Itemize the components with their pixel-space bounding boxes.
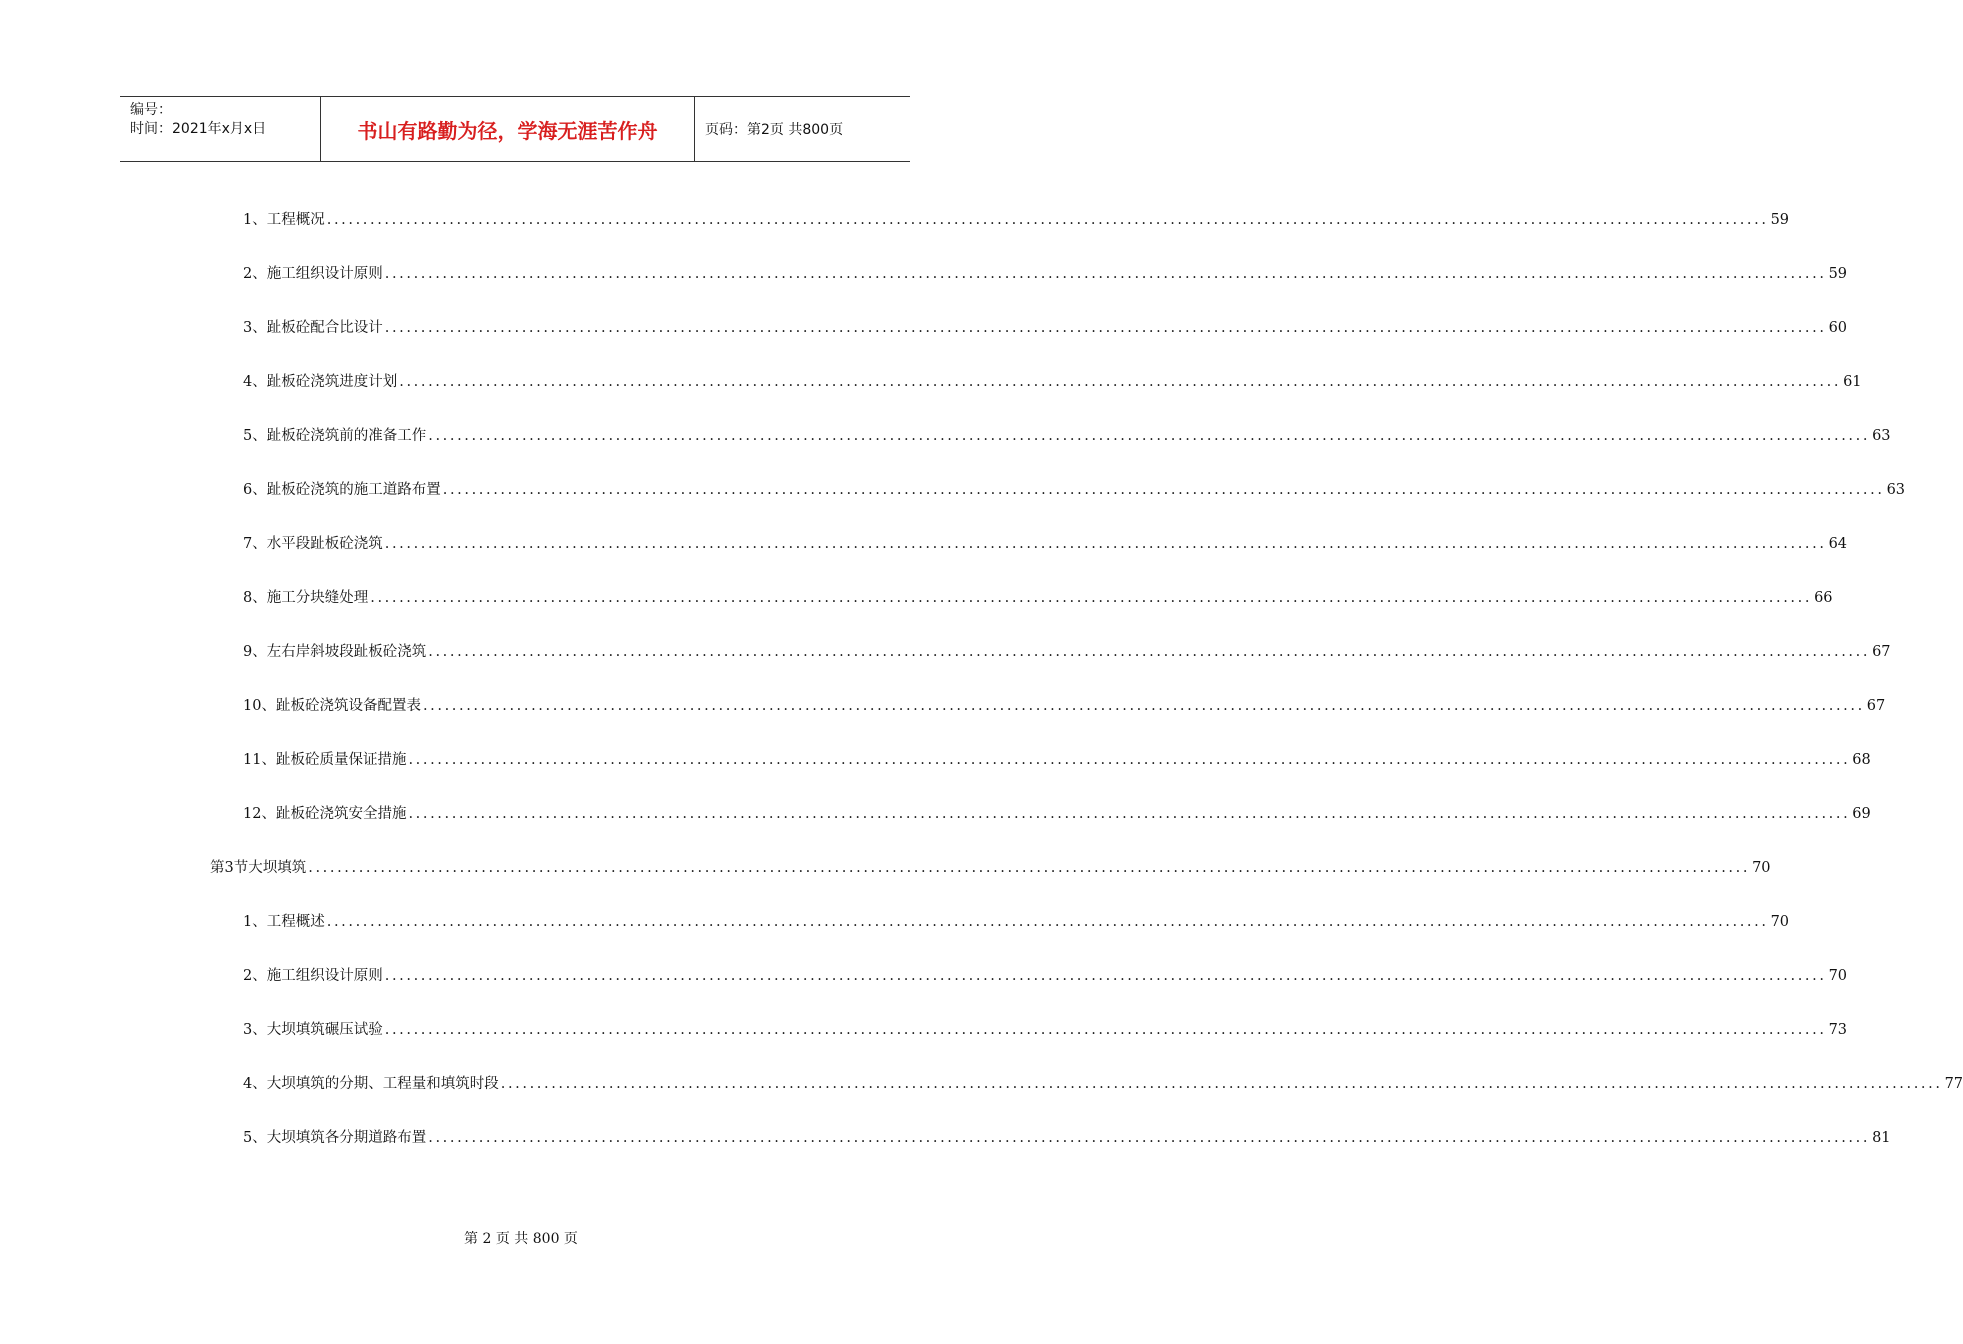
toc-entry-title: 大坝填筑 [248, 860, 307, 876]
toc-entry-page: 59 [1770, 212, 1790, 228]
header-meta [120, 97, 321, 161]
time-label: 时间：2021年x月x日 [130, 121, 267, 137]
toc-entry-line [243, 208, 1790, 229]
toc-entry-page: 63 [1886, 482, 1906, 498]
toc-entry[interactable] [0, 470, 1906, 524]
toc-dot-leader: ........................................................................................................................................................................................................ [422, 698, 1865, 714]
toc-entry-line [243, 1072, 1963, 1093]
toc-entry[interactable] [0, 362, 1862, 416]
toc-entry-line [210, 856, 1771, 877]
toc-entry[interactable] [0, 200, 1790, 254]
toc-entry-number: 12、 [243, 806, 276, 822]
toc-entry-line [243, 586, 1833, 607]
toc-entry-page: 63 [1872, 428, 1891, 444]
toc-entry-number: 8、 [243, 590, 267, 606]
toc-entry-page: 68 [1852, 752, 1871, 768]
toc-entry-line [243, 532, 1848, 553]
page-footer: 第 2 页 共 800 页 [464, 1231, 578, 1247]
toc-entry-line [243, 370, 1862, 391]
toc-entry-page: 61 [1843, 374, 1862, 390]
toc-entry-number: 5、 [243, 428, 267, 444]
toc-entry-title: 趾板砼浇筑安全措施 [275, 806, 407, 822]
toc-entry-number: 3、 [243, 320, 267, 336]
toc-dot-leader: ........................................................................................................................................................................................................ [428, 644, 1871, 660]
toc-entry[interactable] [0, 902, 1790, 956]
toc-entry[interactable] [0, 578, 1833, 632]
toc-dot-leader: ........................................................................................................................................................................................................ [408, 752, 1851, 768]
toc-entry-title: 左右岸斜坡段趾板砼浇筑 [266, 644, 427, 660]
toc-entry[interactable] [0, 254, 1848, 308]
toc-entry-title: 大坝填筑各分期道路布置 [266, 1130, 427, 1146]
toc-entry-page: 77 [1944, 1076, 1963, 1092]
toc-entry-line [243, 262, 1848, 283]
toc-entry-page: 70 [1752, 860, 1771, 876]
toc-entry[interactable] [0, 1010, 1848, 1064]
toc-dot-leader: ........................................................................................................................................................................................................ [442, 482, 1885, 498]
toc-entry-number: 4、 [243, 374, 267, 390]
toc-entry-page: 70 [1770, 914, 1790, 930]
toc-entry[interactable] [0, 686, 1886, 740]
toc-entry-line [243, 910, 1790, 931]
toc-entry-title: 趾板砼浇筑进度计划 [266, 374, 398, 390]
toc-entry-page: 60 [1828, 320, 1848, 336]
toc-entry-number: 4、 [243, 1076, 267, 1092]
toc-entry-title: 施工分块缝处理 [266, 590, 369, 606]
toc-entry-line [243, 424, 1891, 445]
toc-dot-leader: ........................................................................................................................................................................................................ [384, 1022, 1827, 1038]
toc-dot-leader: ........................................................................................................................................................................................................ [428, 428, 1871, 444]
toc-entry-title: 施工组织设计原则 [266, 968, 383, 984]
toc-dot-leader: ........................................................................................................................................................................................................ [428, 1130, 1871, 1146]
toc-entry-title: 工程概述 [266, 914, 325, 930]
toc-entry-line [243, 802, 1871, 823]
toc-entry-line [243, 316, 1848, 337]
toc-entry[interactable] [0, 524, 1848, 578]
toc-entry[interactable] [0, 1118, 1891, 1172]
toc-entry-title: 趾板砼配合比设计 [266, 320, 383, 336]
toc-dot-leader: ........................................................................................................................................................................................................ [308, 860, 1751, 876]
number-label: 编号： [130, 102, 172, 118]
toc-entry-page: 67 [1866, 698, 1886, 714]
toc-entry[interactable] [0, 740, 1871, 794]
toc-entry[interactable] [0, 1064, 1963, 1118]
toc-entry-line [243, 1018, 1848, 1039]
toc-entry-number: 7、 [243, 536, 267, 552]
toc-entry-page: 70 [1828, 968, 1848, 984]
toc-entry-number: 第3节 [210, 860, 249, 876]
toc-entry-title: 大坝填筑碾压试验 [266, 1022, 383, 1038]
page-header [120, 96, 910, 162]
toc-entry-page: 73 [1828, 1022, 1848, 1038]
toc-entry[interactable] [0, 632, 1891, 686]
toc-entry-line [243, 694, 1886, 715]
toc-entry-line [243, 1126, 1891, 1147]
toc-dot-leader: ........................................................................................................................................................................................................ [399, 374, 1842, 390]
toc-entry-title: 大坝填筑的分期、工程量和填筑时段 [266, 1076, 499, 1092]
toc-entry-number: 6、 [243, 482, 267, 498]
toc-entry-title: 趾板砼浇筑设备配置表 [275, 698, 421, 714]
toc-dot-leader: ........................................................................................................................................................................................................ [384, 536, 1827, 552]
toc-dot-leader: ........................................................................................................................................................................................................ [370, 590, 1813, 606]
toc-dot-leader: ........................................................................................................................................................................................................ [326, 212, 1769, 228]
toc-entry-title: 趾板砼浇筑的施工道路布置 [266, 482, 441, 498]
toc-entry[interactable] [0, 848, 1771, 902]
toc-entry-number: 3、 [243, 1022, 267, 1038]
toc-entry[interactable] [0, 794, 1871, 848]
header-page-info: 页码：第2页 共800页 [705, 122, 844, 138]
toc-entry-page: 59 [1828, 266, 1848, 282]
toc-entry-number: 11、 [243, 752, 276, 768]
toc-entry-line [243, 964, 1848, 985]
toc-dot-leader: ........................................................................................................................................................................................................ [500, 1076, 1943, 1092]
toc-entry-number: 1、 [243, 914, 267, 930]
toc-entry-title: 工程概况 [266, 212, 325, 228]
header-motto: 书山有路勤为径，学海无涯苦作舟 [321, 97, 695, 161]
toc-entry-page: 81 [1872, 1130, 1891, 1146]
toc-entry-title: 施工组织设计原则 [266, 266, 383, 282]
toc-entry-page: 69 [1852, 806, 1871, 822]
toc-entry-number: 9、 [243, 644, 267, 660]
toc-entry-line [243, 478, 1906, 499]
table-of-contents [0, 200, 1963, 1172]
toc-entry-page: 66 [1814, 590, 1833, 606]
toc-entry-number: 2、 [243, 266, 267, 282]
toc-entry-title: 趾板砼浇筑前的准备工作 [266, 428, 427, 444]
toc-entry-title: 趾板砼质量保证措施 [275, 752, 407, 768]
toc-entry-number: 1、 [243, 212, 267, 228]
toc-dot-leader: ........................................................................................................................................................................................................ [408, 806, 1851, 822]
toc-entry-number: 5、 [243, 1130, 267, 1146]
toc-dot-leader: ........................................................................................................................................................................................................ [384, 968, 1827, 984]
toc-entry-title: 水平段趾板砼浇筑 [266, 536, 383, 552]
toc-entry-number: 10、 [243, 698, 276, 714]
toc-dot-leader: ........................................................................................................................................................................................................ [384, 266, 1827, 282]
toc-entry[interactable] [0, 416, 1891, 470]
toc-entry[interactable] [0, 956, 1848, 1010]
toc-entry-line [243, 748, 1871, 769]
toc-entry-line [243, 640, 1891, 661]
toc-entry-page: 64 [1828, 536, 1848, 552]
toc-entry[interactable] [0, 308, 1848, 362]
toc-entry-page: 67 [1872, 644, 1891, 660]
toc-dot-leader: ........................................................................................................................................................................................................ [326, 914, 1769, 930]
toc-entry-number: 2、 [243, 968, 267, 984]
toc-dot-leader: ........................................................................................................................................................................................................ [384, 320, 1827, 336]
